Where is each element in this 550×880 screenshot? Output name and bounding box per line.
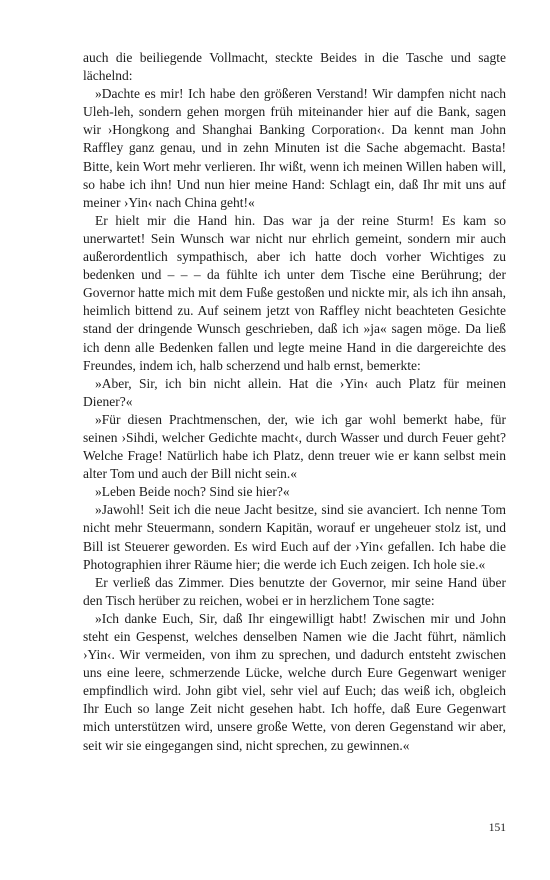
paragraph: »Aber, Sir, ich bin nicht allein. Hat die ›Yin‹ auch Platz für meinen Diener?« <box>83 375 506 409</box>
paragraph: »Dachte es mir! Ich habe den größeren Verstand! Wir dampfen nicht nach Uleh-leh, sondern gehen morgen früh miteinander hier auf die Bank, sagen wir ›Hongkong and Shanghai Banking Corporation‹. Da kennt man John Raffley ganz genau, und in zehn Minuten ist die Sache abgemacht. Basta! Bitte, kein Wort mehr verlieren. Ihr wißt, wenn ich meinen Willen haben will, so habe ich ihn! Und nun hier meine Hand: Schlagt ein, daß Ihr mit uns auf meiner ›Yin‹ nach China geht!« <box>83 86 506 210</box>
body-text <box>83 49 506 755</box>
page-number: 151 <box>488 822 506 834</box>
paragraph: »Ich danke Euch, Sir, daß Ihr eingewilligt habt! Zwischen mir und John steht ein Gespenst, welches denselben Namen wie die Jacht führt, nämlich ›Yin‹. Wir vermeiden, von ihm zu sprechen, und dadurch entsteht zwischen uns eine leere, schmerzende Lücke, welche durch Eure Gegenwart weniger empfindlich wird. John gibt viel, sehr viel auf Euch; das weiß ich, obgleich Ihr Euch so lange Zeit nicht gesehen habt. Ich hoffe, daß Eure Gegenwart mich unterstützen wird, unsere große Wette, von deren Gegenstand wir aber, seit wir sie eingegangen sind, nicht sprechen, zu gewinnen.« <box>83 610 506 753</box>
paragraph: Er hielt mir die Hand hin. Das war ja der reine Sturm! Es kam so unerwartet! Sein Wunsch war nicht nur ehrlich gemeint, sondern mir auch außerordentlich sympathisch, aber ich hatte doch vorher Wichtiges zu bedenken und – – – da fühlte ich unter dem Tische eine Berührung; der Governor hatte mich mit dem Fuße gestoßen und nickte mir, als ich ihn ansah, heimlich bittend zu. Auf seinem jetzt von Raffley nicht beachteten Gesichte stand der dringende Wunsch geschrieben, daß ich »ja« sagen möge. Da ließ ich denn alle Bedenken fallen und legte meine Hand in die dargereichte des Freundes, indem ich, halb scherzend und halb ernst, bemerkte: <box>83 212 506 373</box>
paragraph: auch die beiliegende Vollmacht, steckte Beides in die Tasche und sagte lächelnd: <box>83 50 506 84</box>
paragraph: »Leben Beide noch? Sind sie hier?« <box>95 484 290 500</box>
paragraph: Er verließ das Zimmer. Dies benutzte der Governor, mir seine Hand über den Tisch herüber zu reichen, wobei er in herzlichem Tone sagte: <box>83 574 506 608</box>
paragraph: »Für diesen Prachtmenschen, der, wie ich gar wohl bemerkt habe, für seinen ›Sihdi, welcher Gedichte macht‹, durch Wasser und durch Feuer geht? Welche Frage! Natürlich habe ich Platz, denn treuer wie er kann selbst mein alter Tom und auch der Bill nicht sein.« <box>83 411 506 482</box>
paragraph: »Jawohl! Seit ich die neue Jacht besitze, sind sie avanciert. Ich nenne Tom nicht mehr Steuermann, sondern Kapitän, worauf er ungeheuer stolz ist, und Bill ist Steuerer geworden. Es wird Euch auf der ›Yin‹ gefallen. Ich habe die Photographien ihrer Räume hier; die werde ich Euch zeigen. Ich hole sie.« <box>83 502 506 572</box>
